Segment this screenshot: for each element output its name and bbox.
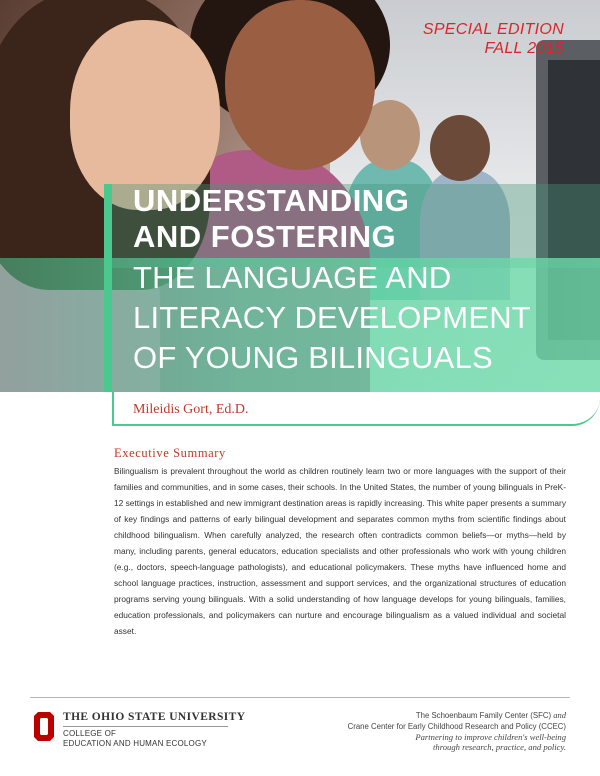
college-name xyxy=(63,729,207,749)
footer-divider xyxy=(30,697,570,698)
photo-child-head xyxy=(430,115,490,181)
tagline: through research, practice, and policy. xyxy=(433,742,566,752)
center-and: and xyxy=(553,710,566,720)
university-rule xyxy=(63,726,228,727)
college-line: COLLEGE OF xyxy=(63,729,117,738)
edition-label xyxy=(423,20,564,58)
title-bold-line: UNDERSTANDING xyxy=(133,183,410,218)
accent-bar xyxy=(104,184,112,392)
title-light-line: LITERACY DEVELOPMENT xyxy=(133,300,531,335)
edition-season: FALL 2015 xyxy=(484,40,564,57)
college-line: EDUCATION AND HUMAN ECOLOGY xyxy=(63,739,207,748)
title-light xyxy=(133,258,593,378)
executive-summary-heading: Executive Summary xyxy=(114,446,226,460)
university-name: THE OHIO STATE UNIVERSITY xyxy=(63,711,246,723)
edition-line: SPECIAL EDITION xyxy=(422,21,564,38)
tagline: Partnering to improve children's well-being xyxy=(415,732,566,742)
center-info xyxy=(348,710,566,752)
title-bold xyxy=(133,183,573,255)
center-line: Crane Center for Early Childhood Research and Policy (CCEC) xyxy=(347,721,566,731)
center-name: The Schoenbaum Family Center (SFC) xyxy=(415,711,552,720)
photo-girl-face xyxy=(70,20,220,210)
title-bold-line: AND FOSTERING xyxy=(133,219,397,254)
title-light-line: OF YOUNG BILINGUALS xyxy=(133,340,493,375)
ohio-state-block-o-icon xyxy=(34,712,54,741)
executive-summary-body: Bilingualism is prevalent throughout the world as children routinely learn two or more languages with the support of their families and communities, and in some cases, their schools. In the United States, the number of young bilinguals in PreK-12 settings in established and new immigrant destination areas is rapidly increasing. This white paper presents a summary of key findings and patterns of early bilingual development and separates common myths from scientific findings about childhood bilingualism. When carefully analyzed, the research often contradicts common beliefs—or myths—held by many, including parents, general educators, education specialists and other professionals who work with young children (e.g., doctors, speech-language pathologists), and educational policymakers. These myths have influenced home and school language practices, instruction, assessment and support services, and the organizational structures of education programs serving young bilinguals. With a solid understanding of how language develops for young bilinguals, families, education professionals, and policymakers can nurture and encourage bilingualism as a valued individual and societal asset. xyxy=(114,466,566,636)
center-line xyxy=(348,710,566,722)
author-name: Mileidis Gort, Ed.D. xyxy=(133,402,249,417)
title-light-line: THE LANGUAGE AND xyxy=(133,260,452,295)
photo-woman-face xyxy=(225,0,375,170)
